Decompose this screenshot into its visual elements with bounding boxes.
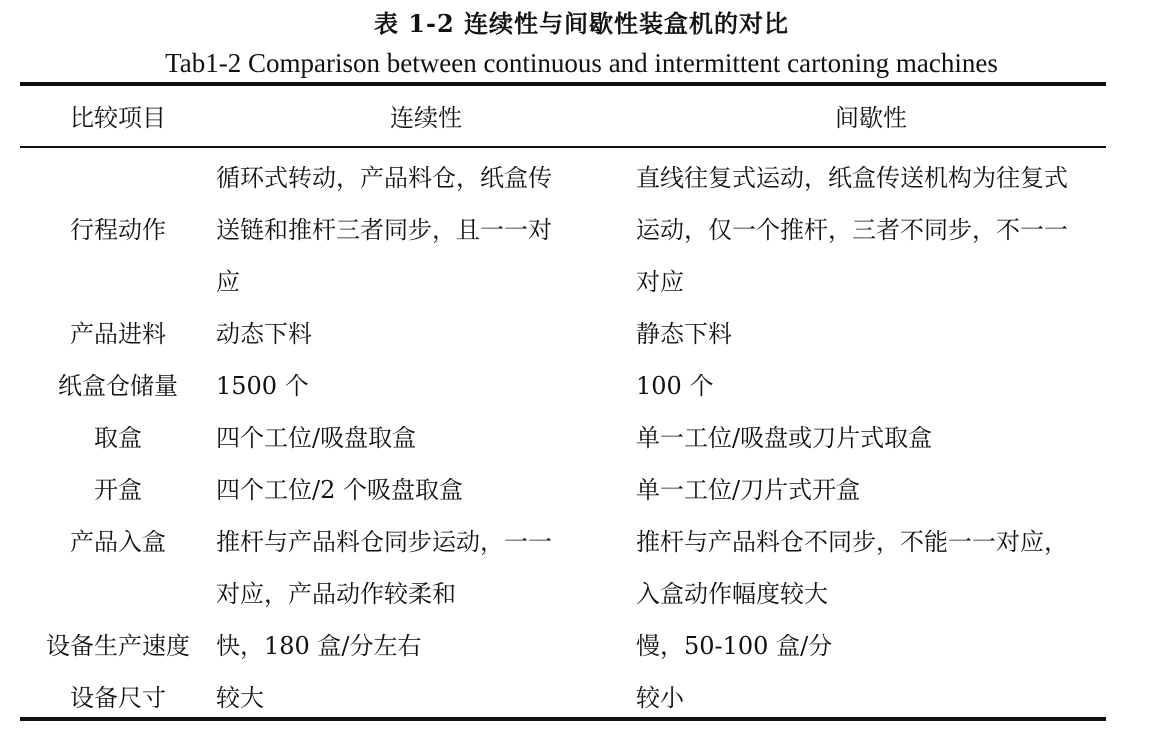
continuous-cell <box>216 308 636 360</box>
continuous-cell <box>216 464 636 516</box>
table-row <box>20 360 1106 412</box>
row-label: 行程动作 <box>70 216 166 244</box>
table-row <box>20 516 1106 620</box>
cell-line: 较小 <box>636 684 684 712</box>
intermittent-cell <box>636 412 1106 464</box>
cell-line: 应 <box>216 268 240 296</box>
row-label: 产品进料 <box>70 320 166 348</box>
continuous-cell <box>216 146 636 308</box>
cell-line: 慢，50-100 盒/分 <box>636 632 833 660</box>
cell-line: 对应 <box>636 268 684 296</box>
table-row <box>20 308 1106 360</box>
intermittent-cell <box>636 620 1106 672</box>
continuous-cell <box>216 672 636 724</box>
intermittent-cell <box>636 464 1106 516</box>
intermittent-cell <box>636 360 1106 412</box>
comparison-table <box>20 90 1106 724</box>
intermittent-cell <box>636 672 1106 724</box>
cell-line: 较大 <box>216 684 264 712</box>
table-header-row <box>20 90 1106 146</box>
cell-line: 直线往复式运动，纸盒传送机构为往复式 <box>636 164 1068 192</box>
cell-line: 单一工位/吸盘或刀片式取盒 <box>636 424 933 452</box>
table-row <box>20 620 1106 672</box>
cell-line: 1500 个 <box>216 372 309 400</box>
row-label: 开盒 <box>94 476 142 504</box>
cell-line: 推杆与产品料仓同步运动，一一 <box>216 528 552 556</box>
row-label: 设备尺寸 <box>70 684 166 712</box>
row-label: 纸盒仓储量 <box>58 372 178 400</box>
intermittent-cell <box>636 308 1106 360</box>
header-continuous: 连续性 <box>390 104 462 132</box>
row-label: 设备生产速度 <box>46 632 190 660</box>
cell-line: 对应，产品动作较柔和 <box>216 580 456 608</box>
cell-line: 动态下料 <box>216 320 312 348</box>
header-item: 比较项目 <box>70 104 166 132</box>
table-row <box>20 146 1106 308</box>
table-caption-chinese: 表 1-2 连续性与间歇性装盒机的对比 <box>373 9 790 38</box>
table-row <box>20 672 1106 724</box>
table-row <box>20 412 1106 464</box>
intermittent-cell <box>636 516 1106 620</box>
row-label: 产品入盒 <box>70 528 166 556</box>
continuous-cell <box>216 516 636 620</box>
cell-line: 单一工位/刀片式开盒 <box>636 476 861 504</box>
table-row <box>20 464 1106 516</box>
cell-line: 四个工位/2 个吸盘取盒 <box>216 476 463 504</box>
cell-line: 运动，仅一个推杆，三者不同步，不一一 <box>636 216 1068 244</box>
intermittent-cell <box>636 146 1106 308</box>
cell-line: 四个工位/吸盘取盒 <box>216 424 417 452</box>
cell-line: 100 个 <box>636 372 714 400</box>
table-top-rule <box>20 82 1106 86</box>
continuous-cell <box>216 620 636 672</box>
cell-line: 静态下料 <box>636 320 732 348</box>
continuous-cell <box>216 412 636 464</box>
cell-line: 循环式转动，产品料仓，纸盒传 <box>216 164 552 192</box>
header-intermittent: 间歇性 <box>835 104 907 132</box>
cell-line: 入盒动作幅度较大 <box>636 580 828 608</box>
cell-line: 送链和推杆三者同步，且一一对 <box>216 216 552 244</box>
table-caption-english: Tab1-2 Comparison between continuous and intermittent cartoning machines <box>165 48 998 78</box>
row-label: 取盒 <box>94 424 142 452</box>
cell-line: 快，180 盒/分左右 <box>216 632 422 660</box>
cell-line: 推杆与产品料仓不同步，不能一一对应， <box>636 528 1068 556</box>
continuous-cell <box>216 360 636 412</box>
